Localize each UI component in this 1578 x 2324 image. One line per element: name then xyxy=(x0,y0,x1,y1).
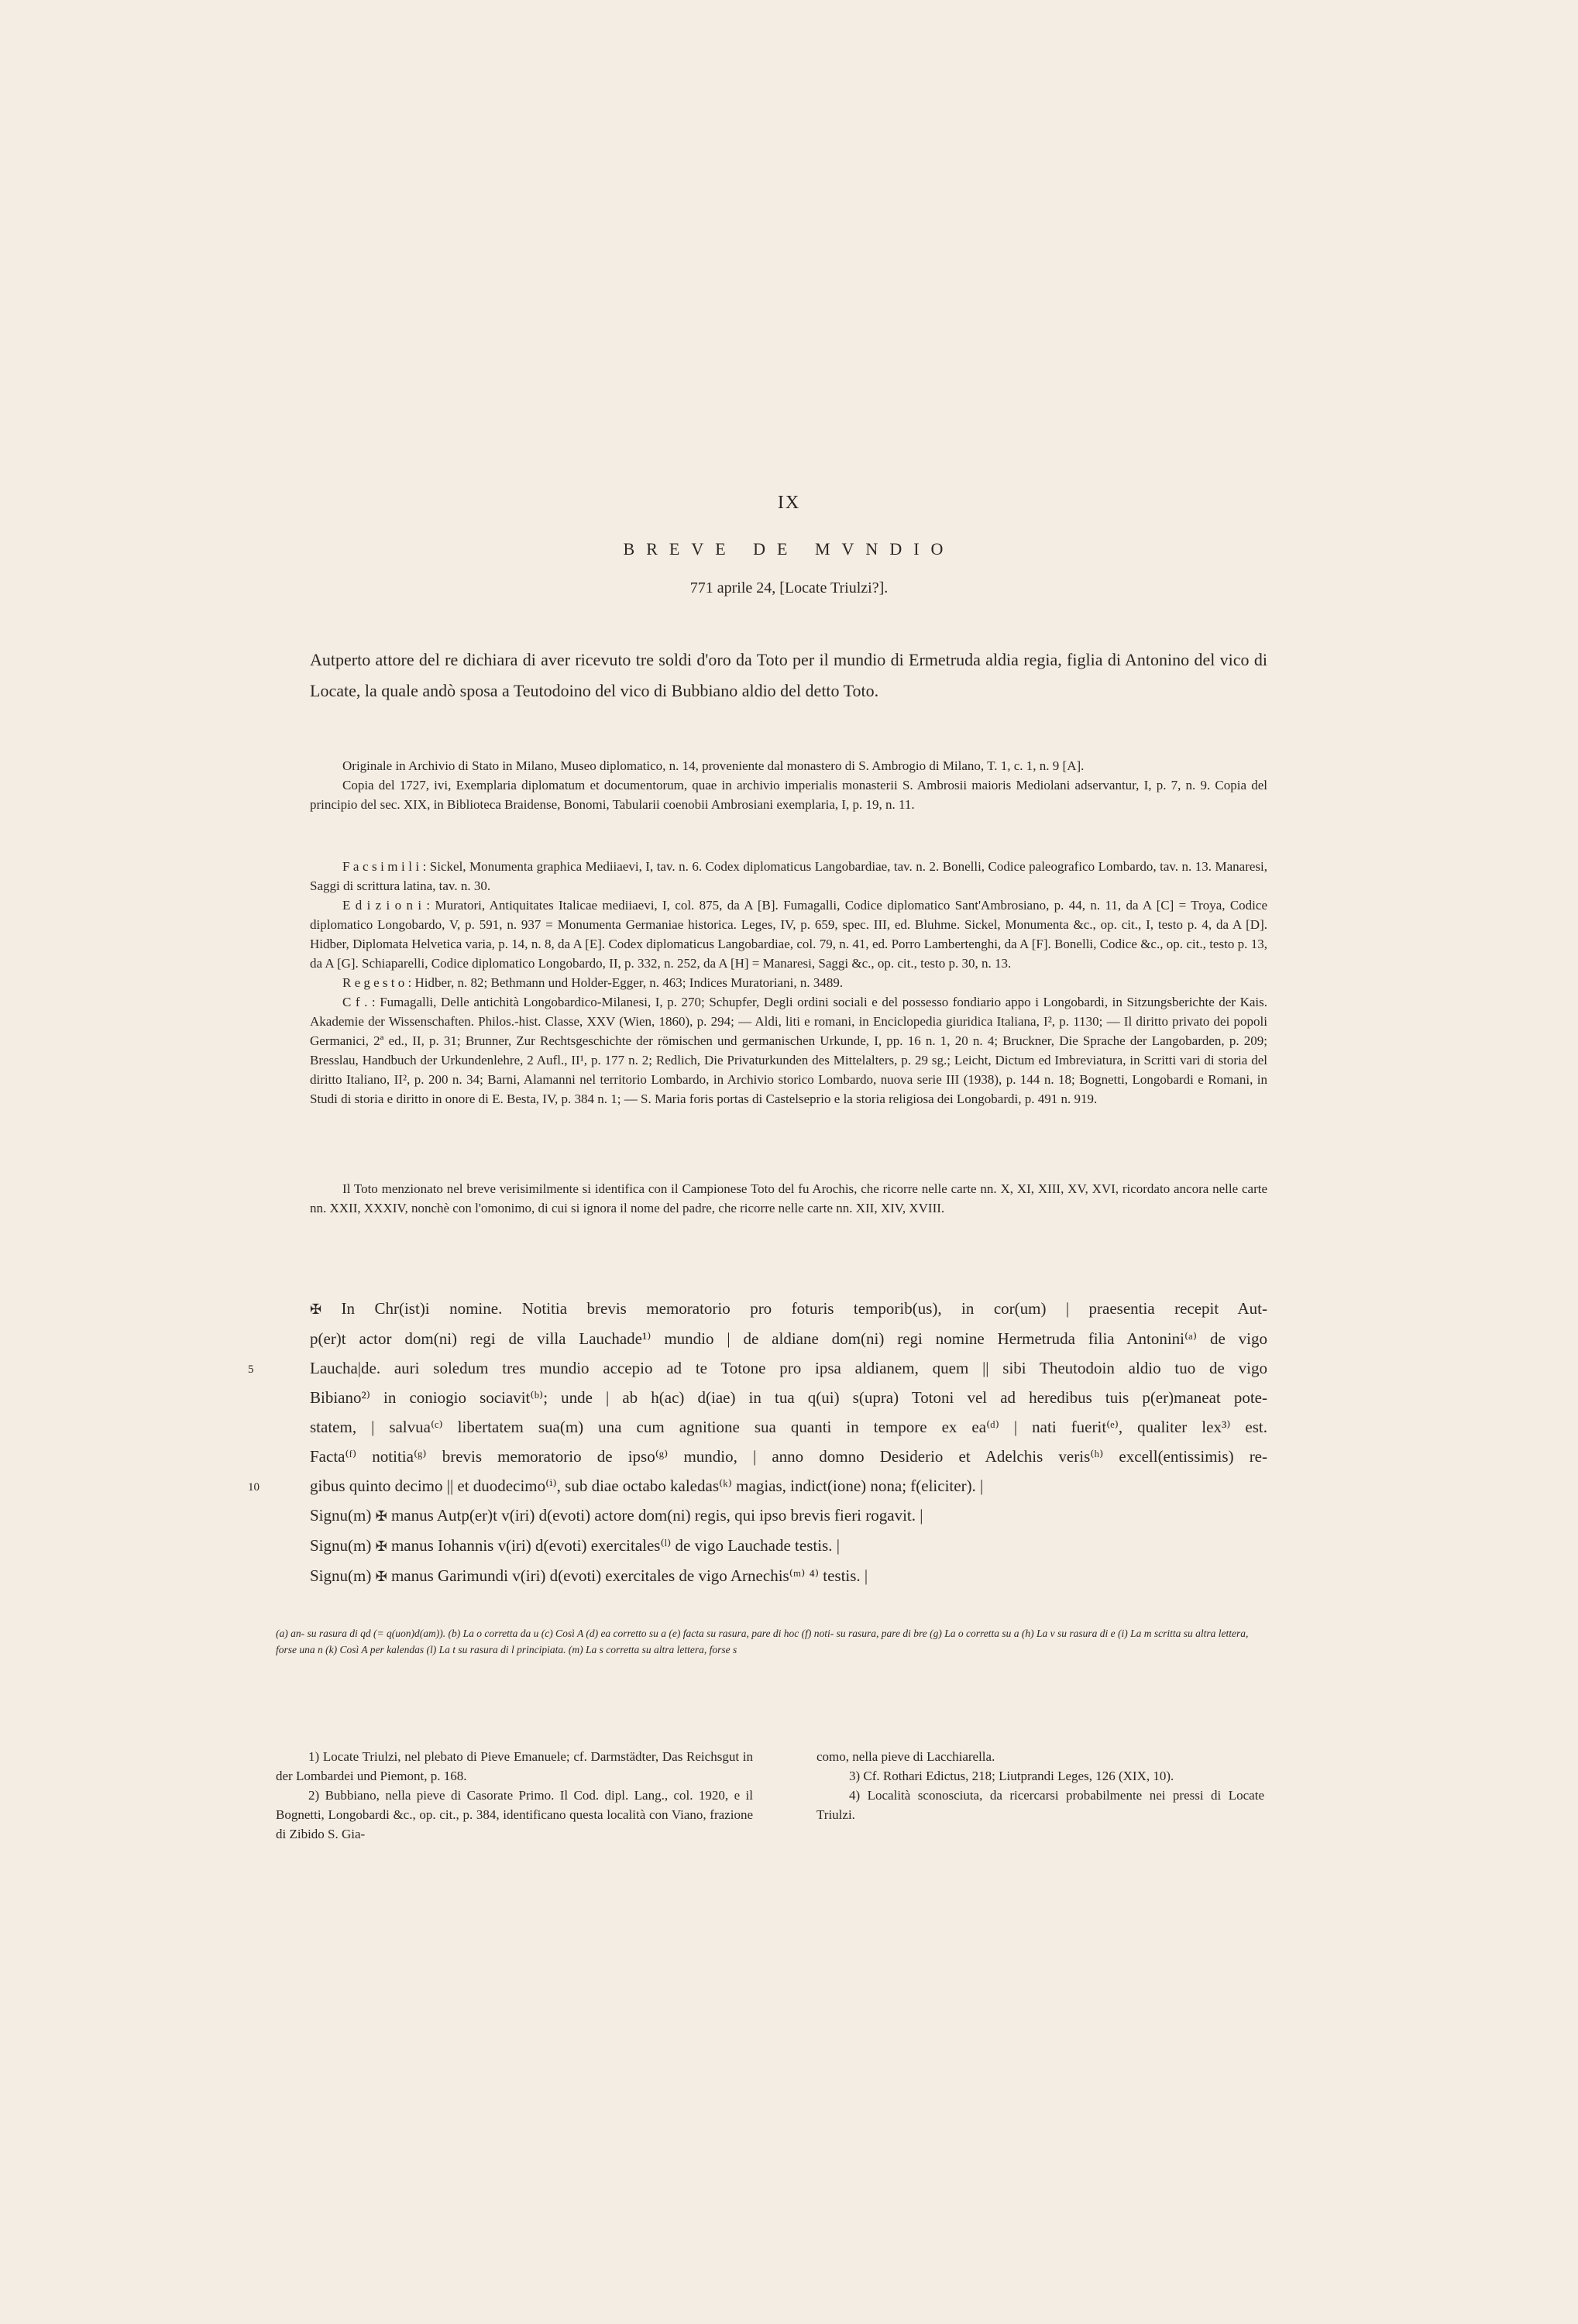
signum-label: Signu(m) xyxy=(310,1506,372,1525)
editorial-note-text: Il Toto menzionato nel breve verisimilmente si identifica con il Campionese Toto del fu Arochis, che ricorre nelle carte nn. X, XI, XIII, XV, XVI, ricordato ancora nelle carte nn. XXII, XXXIV, nonchè con l'omonimo, di cui si ignora il nome del padre, che ricorre nelle carte nn. XII, XIV, XVIII. xyxy=(310,1181,1267,1215)
footnote: 3) Cf. Rothari Edictus, 218; Liutprandi Leges, 126 (XIX, 10). xyxy=(849,1769,1174,1783)
text-line xyxy=(310,1294,1267,1324)
cross-icon: ✠ xyxy=(375,1508,387,1524)
text-line-content: statem, | salvua⁽ᶜ⁾ libertatem sua(m) una cum agnitione sua quanti in tempore ex ea⁽ᵈ⁾ | nati fuerit⁽ᵉ⁾, qualiter lex³⁾ est. xyxy=(310,1418,1267,1436)
tradition-section xyxy=(310,756,1267,814)
signum-label: Signu(m) xyxy=(310,1566,372,1585)
bibliography-section xyxy=(310,857,1267,1109)
footnote: 1) Locate Triulzi, nel plebato di Pieve Emanuele; cf. Darmstädter, Das Reichsgut in der Lombardei und Piemont, p. 168. xyxy=(276,1749,753,1783)
footnote: 4) Località sconosciuta, da ricercarsi probabilmente nei pressi di Locate Triulzi. xyxy=(817,1788,1264,1822)
signum-line xyxy=(310,1501,1267,1531)
text-line xyxy=(310,1442,1267,1471)
signum-line xyxy=(310,1561,1267,1591)
signum-text: manus Iohannis v(iri) d(evoti) exercitales⁽ˡ⁾ de vigo Lauchade testis. | xyxy=(390,1536,840,1555)
cross-icon: ✠ xyxy=(310,1301,322,1317)
signum-text: manus Autp(er)t v(iri) d(evoti) actore dom(ni) regis, qui ipso brevis fieri rogavit. | xyxy=(390,1506,923,1525)
footnote: como, nella pieve di Lacchiarella. xyxy=(817,1749,995,1764)
text-line xyxy=(310,1324,1267,1353)
signum-line xyxy=(310,1531,1267,1561)
document-title: BREVE DE MVNDIO xyxy=(623,539,955,559)
text-line xyxy=(310,1412,1267,1442)
line-number: 10 xyxy=(248,1481,260,1494)
cross-icon: ✠ xyxy=(375,1569,387,1584)
bibliography-regesto: R e g e s t o : Hidber, n. 82; Bethmann und Holder-Egger, n. 463; Indices Muratoriani, n. 3489. xyxy=(342,975,844,990)
line-number: 5 xyxy=(248,1363,254,1376)
bibliography-edizioni: E d i z i o n i : Muratori, Antiquitates Italicae mediiaevi, I, col. 875, da A [B]. Fumagalli, Codice diplomatico Sant'Ambrosiano, p. 44, n. 11, da A [C] = Troya, Codice diplomatico Longobardo, V, p. 591, n. 937 = Monumenta Germaniae historica. Leges, IV, p. 659, spec. III, ed. Bluhme. Sickel, Monumenta &c., op. cit., I, testo p. 4, da A [D]. Hidber, Diplomata Helvetica varia, p. 14, n. 8, da A [E]. Codex diplomaticus Langobardiae, col. 79, n. 41, ed. Porro Lambertenghi, da A [F]. Bonelli, Codice &c., op. cit., testo p. 13, da A [G]. Schiaparelli, Codice diplomatico Longobardo, II, p. 332, n. 252, da A [H] = Manaresi, Saggi &c., op. cit., testo p. 30, n. 13. xyxy=(310,898,1267,971)
critical-apparatus: (a) an- su rasura di qd (= q(uon)d(am)). (b) La o corretta da u (c) Così A (d) ea corretto su a (e) facta su rasura, pare di hoc (f) noti- su rasura, pare di bre (g) La o corretta su a (h) La v su rasura di e (i) La m scritta su altra lettera, forse una n (k) Così A per kalendas (l) La t su rasura di l principiata. (m) La s corretta su altra lettera, forse s xyxy=(276,1628,1249,1655)
cross-icon: ✠ xyxy=(375,1538,387,1554)
tradition-original: Originale in Archivio di Stato in Milano, Museo diplomatico, n. 14, proveniente dal monastero di S. Ambrogio di Milano, T. 1, c. 1, n. 9 [A]. xyxy=(342,758,1085,773)
text-line-content: Bibiano²⁾ in coniogio sociavit⁽ᵇ⁾; unde | ab h(ac) d(iae) in tua q(ui) s(upra) Totoni vel ad heredibus tuis p(er)maneat pote- xyxy=(310,1388,1267,1407)
document-date: 771 aprile 24, [Locate Triulzi?]. xyxy=(689,579,889,596)
text-line xyxy=(248,1471,1267,1501)
footnotes-left xyxy=(276,1747,753,1844)
text-line-content: In Chr(ist)i nomine. Notitia brevis memoratorio pro foturis temporib(us), in cor(um) | praesentia recepit Aut- xyxy=(341,1299,1268,1318)
text-line xyxy=(248,1353,1267,1383)
document-number: IX xyxy=(777,493,801,513)
text-line xyxy=(310,1383,1267,1412)
charter-text xyxy=(248,1294,1268,1591)
text-line-content: Laucha|de. auri soledum tres mundio accepio ad te Totone pro ipsa aldianem, quem || sibi Theutodoin aldio tuo de vigo xyxy=(310,1359,1267,1377)
footnotes-right xyxy=(817,1747,1264,1824)
text-line-content: gibus quinto decimo || et duodecimo⁽ⁱ⁾, sub diae octabo kaledas⁽ᵏ⁾ magias, indict(ione) nona; f(eliciter). | xyxy=(310,1477,984,1495)
editorial-note xyxy=(310,1179,1267,1218)
text-line-content: Facta⁽ᶠ⁾ notitia⁽ᵍ⁾ brevis memoratorio de ipso⁽ᵍ⁾ mundio, | anno domno Desiderio et Adelchis veris⁽ʰ⁾ excell(entissimis) re- xyxy=(310,1447,1267,1466)
bibliography-cf: C f . : Fumagalli, Delle antichità Longobardico-Milanesi, I, p. 270; Schupfer, Degli ordini sociali e del possesso fondiario appo i Longobardi, in Sitzungsberichte der Kais. Akademie der Wissenschaften. Philos.-hist. Classe, XXV (Wien, 1860), p. 294; — Aldi, liti e romani, in Enciclopedia giuridica Italiana, I², p. 1130; — Il diritto privato dei popoli Germanici, 2ª ed., II, p. 31; Brunner, Zur Rechtsgeschichte der römischen und germanischen Urkunde, I, pp. 16 n. 1, 20 n. 4; Bruckner, Die Sprache der Langobarden, p. 209; Bresslau, Handbuch der Urkundenlehre, 2 Aufl., II¹, p. 177 n. 2; Redlich, Die Privaturkunden des Mittelalters, p. 29 sg.; Leicht, Dictum ed Imbreviatura, in Scritti vari di storia del diritto Italiano, II², p. 200 n. 34; Barni, Alamanni nel territorio Lombardo, in Archivio storico Lombardo, nuova serie III (1938), p. 144 n. 18; Bognetti, Longobardi e Romani, in Studi di storia e diritto in onore di E. Besta, IV, p. 384 n. 1; — S. Maria foris portas di Castelseprio e la storia religiosa dei Longobardi, p. 491 n. 919. xyxy=(310,995,1267,1106)
footnote: 2) Bubbiano, nella pieve di Casorate Primo. Il Cod. dipl. Lang., col. 1920, e il Bognetti, Longobardi &c., op. cit., p. 384, identificano questa località con Viano, frazione di Zibido S. Gia- xyxy=(276,1788,753,1841)
regest-summary: Autperto attore del re dichiara di aver ricevuto tre soldi d'oro da Toto per il mundio di Ermetruda aldia regia, figlia di Antonino del vico di Locate, la quale andò sposa a Teutodoino del vico di Bubbiano aldio del detto Toto. xyxy=(310,650,1267,700)
tradition-copies: Copia del 1727, ivi, Exemplaria diplomatum et documentorum, quae in archivio imperialis monasterii S. Ambrosii maioris Mediolani adservantur, I, p. 7, n. 9. Copia del principio del sec. XIX, in Biblioteca Braidense, Bonomi, Tabularii coenobii Ambrosiani exemplaria, I, p. 19, n. 11. xyxy=(310,778,1267,812)
bibliography-facsimili: F a c s i m i l i : Sickel, Monumenta graphica Mediiaevi, I, tav. n. 6. Codex diplomaticus Langobardiae, tav. n. 2. Bonelli, Codice paleografico Lombardo, tav. n. 13. Manaresi, Saggi di scrittura latina, tav. n. 30. xyxy=(310,859,1267,893)
signum-label: Signu(m) xyxy=(310,1536,372,1555)
text-line-content: p(er)t actor dom(ni) regi de villa Lauchade¹⁾ mundio | de aldiane dom(ni) regi nomine Hermetruda filia Antonini⁽ᵃ⁾ de vigo xyxy=(310,1329,1267,1348)
signum-text: manus Garimundi v(iri) d(evoti) exercitales de vigo Arnechis⁽ᵐ⁾ ⁴⁾ testis. | xyxy=(390,1566,868,1585)
